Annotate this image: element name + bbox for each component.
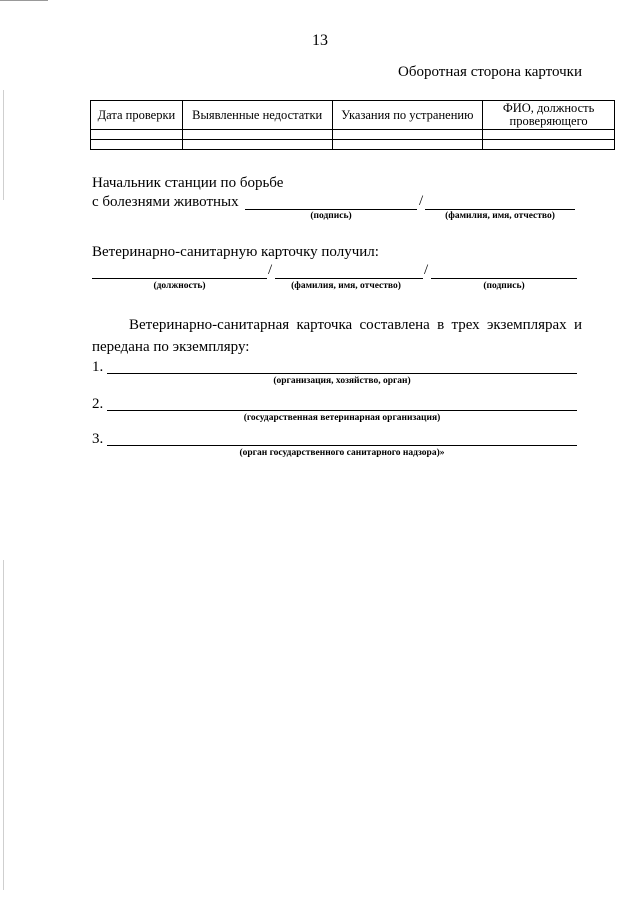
copy-number: 3.	[92, 431, 104, 447]
copy-caption: (организация, хозяйство, орган)	[273, 376, 411, 386]
table-header-row	[91, 101, 615, 130]
signature-field-line[interactable]	[431, 278, 577, 279]
signature-caption: (подпись)	[310, 211, 352, 221]
full-name-caption: (фамилия, имя, отчество)	[445, 211, 555, 221]
copy-recipient-field-line[interactable]	[107, 410, 577, 411]
column-header: Выявленные недостатки	[182, 101, 332, 130]
full-name-field-line[interactable]	[425, 209, 575, 210]
signature-field-line[interactable]	[245, 209, 417, 210]
table-row	[91, 130, 615, 140]
column-header: ФИО, должность проверяющего	[483, 101, 615, 130]
field-separator: /	[268, 262, 273, 278]
position-field-line[interactable]	[92, 278, 267, 279]
copy-recipient-field-line[interactable]	[107, 373, 577, 374]
full-name-field-line[interactable]	[275, 278, 423, 279]
copy-number: 2.	[92, 396, 104, 412]
table-cell[interactable]	[91, 130, 183, 140]
copies-paragraph: Ветеринарно-санитарная карточка составлена в трех экземплярах и передана по экземпляру:	[92, 317, 582, 355]
scan-edge-rule	[3, 560, 4, 890]
card-side-title: Оборотная сторона карточки	[398, 64, 582, 80]
station-head-line1: Начальник станции по борьбе	[92, 175, 284, 191]
signature-caption: (подпись)	[483, 281, 525, 291]
table-cell[interactable]	[91, 140, 183, 150]
position-caption: (должность)	[153, 281, 206, 291]
scan-edge-rule	[3, 90, 4, 200]
full-name-caption: (фамилия, имя, отчество)	[291, 281, 401, 291]
copy-number: 1.	[92, 359, 104, 375]
column-header: Указания по устранению	[332, 101, 483, 130]
column-header: Дата проверки	[91, 101, 183, 130]
received-title: Ветеринарно-санитарную карточку получил:	[92, 244, 379, 260]
station-head-line2: с болезнями животных	[92, 194, 239, 210]
table-cell[interactable]	[332, 130, 483, 140]
scan-edge-mark	[0, 0, 48, 1]
table-cell[interactable]	[182, 130, 332, 140]
copy-recipient-field-line[interactable]	[107, 445, 577, 446]
field-separator: /	[424, 262, 429, 278]
table-cell[interactable]	[182, 140, 332, 150]
page-number: 13	[312, 32, 328, 49]
inspection-table	[90, 100, 615, 150]
table-cell[interactable]	[483, 140, 615, 150]
table-cell[interactable]	[483, 130, 615, 140]
table-row	[91, 140, 615, 150]
copy-caption: (орган государственного санитарного надзора)»	[239, 448, 445, 458]
copy-caption: (государственная ветеринарная организация)	[243, 413, 441, 423]
table-cell[interactable]	[332, 140, 483, 150]
field-separator: /	[419, 193, 424, 209]
